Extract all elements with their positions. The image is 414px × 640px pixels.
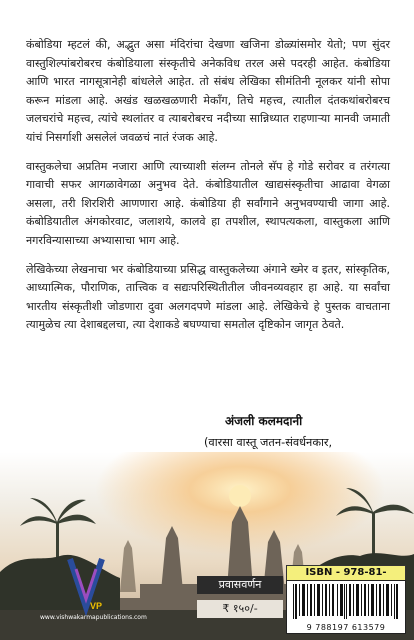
blurb-paragraph-2: वास्तुकलेचा अप्रतिम नजारा आणि त्याच्याशी संलग्न तोनले सॅप हे गोडे सरोवर व तरंगत्या गावाची सफर आगळावेगळा अनुभव देते. कंबोडियातील खाद्यसंस्कृतीचा आढावा वेगळा असला, तरी शिरशिरी आणणारा आहे. कंबोडिया ही सर्वांगाने अनुभवण्याची जागा आहे. कंबोडियातील अंगकोरवाट, जलाशये, कालवे हा तपशील, स्थापत्यकला, वास्तुकला आणि नगरविन्यासाच्या अभ्यासाचा भाग आहे. <box>26 159 390 247</box>
svg-text:VP: VP <box>90 601 103 611</box>
barcode <box>286 580 406 634</box>
price-label: ₹ १५०/- <box>197 600 283 618</box>
sun-icon <box>229 485 251 507</box>
author-name: अंजली कलमदानी <box>225 414 303 428</box>
blurb <box>26 36 390 345</box>
barcode-number: 9 788197 613579 <box>306 623 386 632</box>
genre-label: प्रवासवर्णन <box>197 576 283 594</box>
blurb-paragraph-1: कंबोडिया म्हटलं की, अद्भुत असा मंदिरांचा देखणा खजिना डोळ्यांसमोर येतो; पण सुंदर वास्तुशिल्पांबरोबरच कंबोडियाला संस्कृतीचे अनेकविध तरल असे पदरही आहेत. कंबोडिया आणि भारत नागसूत्रानेही बांधलेले आहेत. तो संबंध लेखिका सीमंतिनी नूलकर यांनी सोपा करून मांडला आहे. अखंड खळखळणारी मेकाँग, तिचे महत्त्व, त्यातील दंतकथांबरोबरच जलचरांचे महत्त्व, त्यांचे स्थलांतर व त्याबरोबरच नदीच्या सान्निध्यात राहणाऱ्या मानवी जमाती यांचं निसर्गाशी असलेलं जवळचं नातं रंजक आहे. <box>26 38 390 144</box>
barcode-bars-icon <box>287 581 405 621</box>
author-credentials-line-1: (वारसा वास्तू जतन-संवर्धनकार, <box>204 436 333 449</box>
blurb-paragraph-3: लेखिकेच्या लेखनाचा भर कंबोडियाच्या प्रसिद्ध वास्तुकलेच्या अंगाने ख्मेर व इतर, सांस्कृतिक, आध्यात्मिक, पौराणिक, तात्त्विक व सद्यःपरिस्थितीतील जीवनव्यवहार हा आहे. या सर्वांचा भारतीय संस्कृतीशी जोडणारा दुवा अलगदपणे मांडला आहे. लेखिकेचे हे पुस्तक वाचताना त्यामुळेच त्या देशाबद्दलचा, त्या देशाकडे बघण्याचा समतोल दृष्टिकोन जागृत ठेवते. <box>26 262 390 332</box>
isbn-label: ISBN - 978-81- <box>286 565 406 581</box>
publisher-website: www.vishwakarmapublications.com <box>40 614 147 621</box>
